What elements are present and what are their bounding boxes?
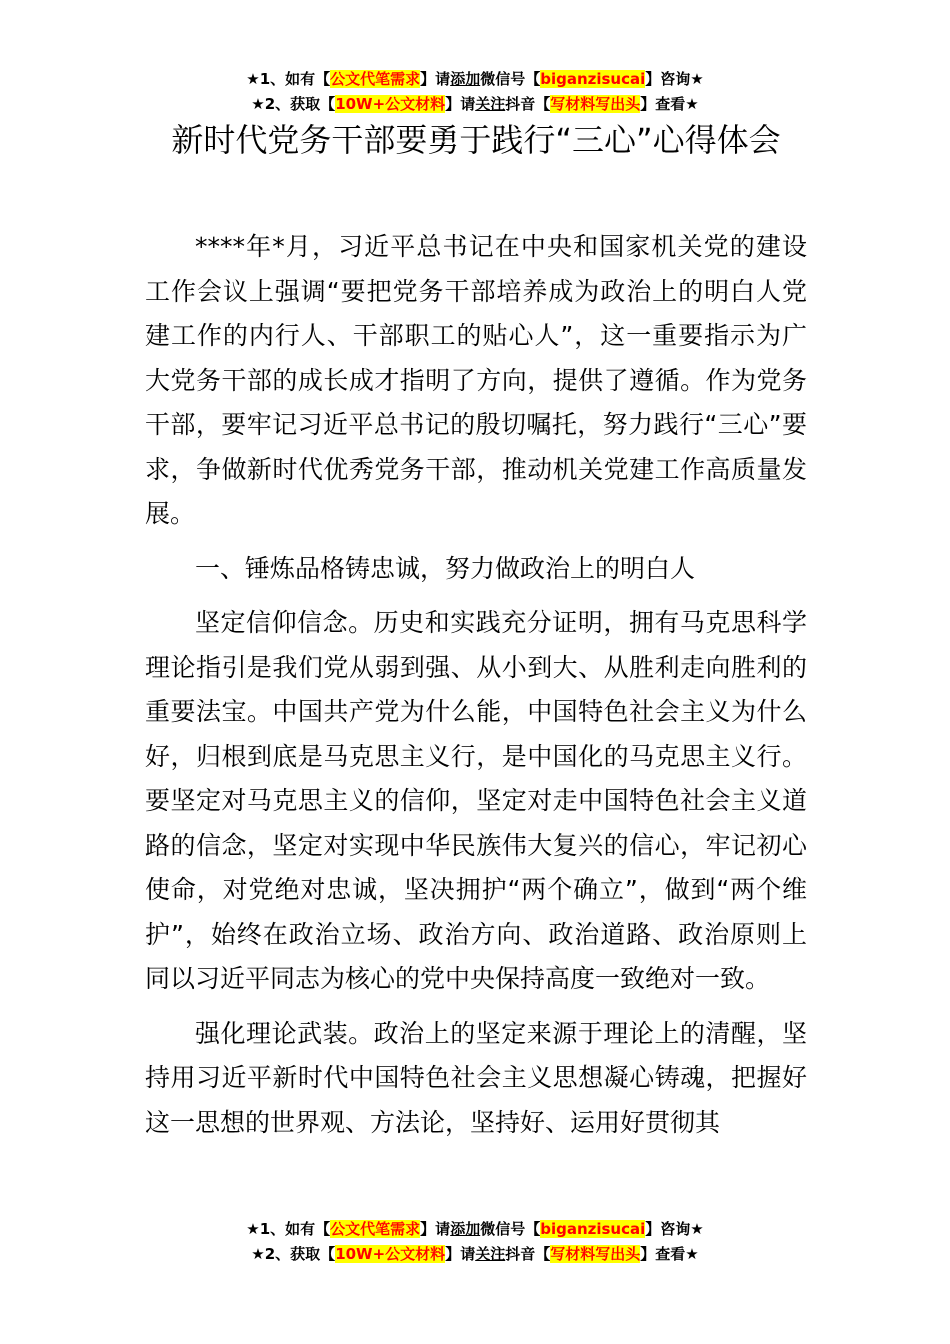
header-banner (0, 67, 950, 117)
section-heading: 一、锤炼品格铸忠诚，努力做政治上的明白人 (195, 553, 696, 583)
footer-banner (0, 1217, 950, 1267)
banner-highlight: 公文代笔需求 (330, 1220, 421, 1238)
banner-text: 】咨询★ (645, 70, 704, 88)
banner-text: 微信号【 (480, 1220, 541, 1238)
banner-highlight: 10W+公文材料 (335, 95, 446, 113)
banner-text: 】请 (420, 1220, 451, 1238)
banner-text: 】请 (420, 70, 451, 88)
banner-highlight: 公文代笔需求 (330, 70, 421, 88)
banner-text: 抖音【 (505, 1245, 551, 1263)
banner-text: ★1、如有【 (246, 70, 331, 88)
banner-underlined: 关注 (475, 1245, 506, 1263)
banner-line-2 (0, 1242, 950, 1267)
banner-text: 】查看★ (640, 1245, 699, 1263)
paragraph: 强化理论武装。政治上的坚定来源于理论上的清醒，坚持用习近平新时代中国特色社会主义思想凝心铸魂，把握好这一思想的世界观、方法论，坚持好、运用好贯彻其 (145, 1018, 807, 1137)
banner-text: 】查看★ (640, 95, 699, 113)
banner-underlined: 添加 (450, 1220, 481, 1238)
paragraph: ****年*月，习近平总书记在中央和国家机关党的建设工作会议上强调“要把党务干部培养成为政治上的明白人党建工作的内行人、干部职工的贴心人”，这一重要指示为广大党务干部的成长成才指明了方向，提供了遵循。作为党务干部，要牢记习近平总书记的殷切嘱托，努力践行“三心”要求，争做新时代优秀党务干部，推动机关党建工作高质量发展。 (145, 232, 807, 528)
banner-underlined: 添加 (450, 70, 481, 88)
banner-line-1 (0, 67, 950, 92)
banner-underlined: 关注 (475, 95, 506, 113)
document-title: 新时代党务干部要勇于践行“三心”心得体会 (171, 121, 781, 159)
banner-text: 】请 (445, 95, 476, 113)
banner-highlight: 10W+公文材料 (335, 1245, 446, 1263)
document-body (145, 225, 807, 1145)
banner-text: ★2、获取【 (251, 95, 336, 113)
banner-text: 】咨询★ (645, 1220, 704, 1238)
banner-highlight: biganzisucai (540, 70, 646, 88)
banner-highlight: 写材料写出头 (550, 95, 641, 113)
banner-text: 抖音【 (505, 95, 551, 113)
banner-highlight: biganzisucai (540, 1220, 646, 1238)
banner-text: 微信号【 (480, 70, 541, 88)
banner-line-1 (0, 1217, 950, 1242)
banner-text: ★2、获取【 (251, 1245, 336, 1263)
banner-line-2 (0, 92, 950, 117)
banner-highlight: 写材料写出头 (550, 1245, 641, 1263)
banner-text: ★1、如有【 (246, 1220, 331, 1238)
banner-text: 】请 (445, 1245, 476, 1263)
paragraph: 坚定信仰信念。历史和实践充分证明，拥有马克思科学理论指引是我们党从弱到强、从小到大、从胜利走向胜利的重要法宝。中国共产党为什么能，中国特色社会主义为什么好，归根到底是马克思主义行，是中国化的马克思主义行。要坚定对马克思主义的信仰，坚定对走中国特色社会主义道路的信念，坚定对实现中华民族伟大复兴的信心，牢记初心使命，对党绝对忠诚，坚决拥护“两个确立”，做到“两个维护”，始终在政治立场、政治方向、政治道路、政治原则上同以习近平同志为核心的党中央保持高度一致绝对一致。 (145, 608, 807, 993)
